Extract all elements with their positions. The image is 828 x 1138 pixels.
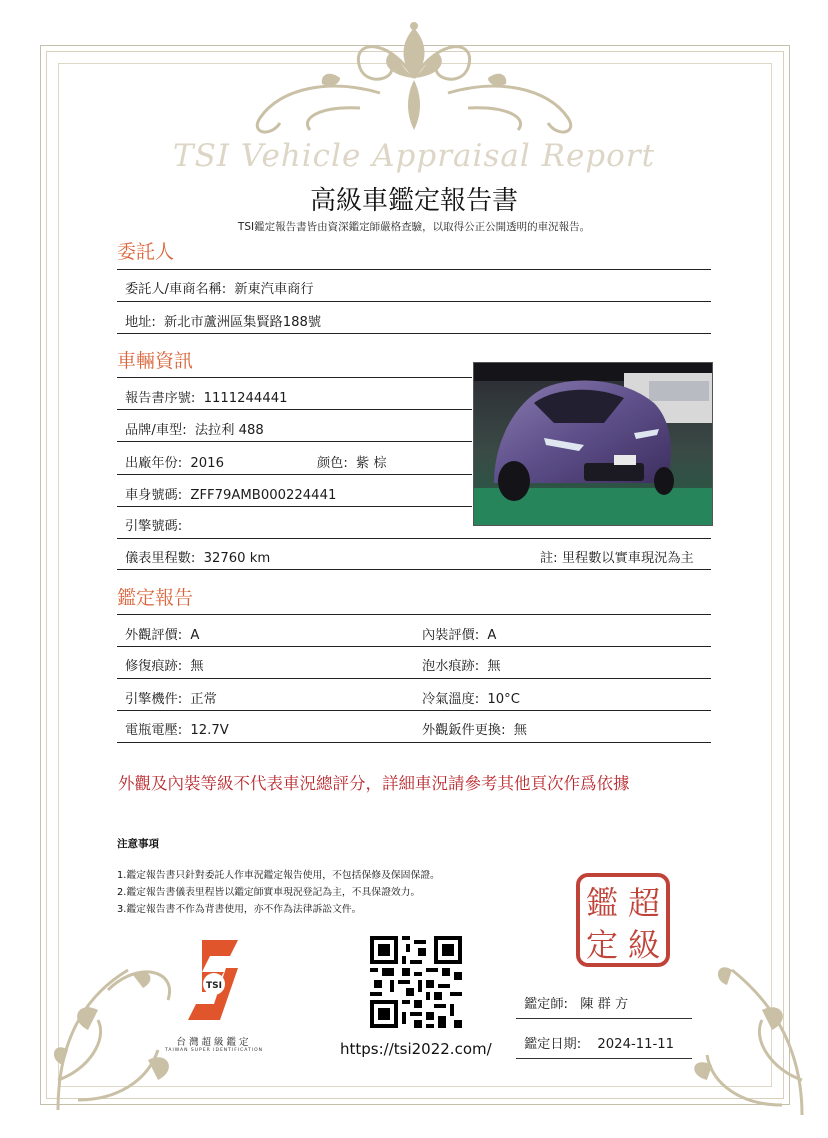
repair-trace-label: 修復痕跡: bbox=[125, 659, 183, 674]
color-value: 紫 棕 bbox=[356, 456, 387, 471]
appraisal-date-label: 鑑定日期: bbox=[524, 1037, 582, 1052]
section-heading-appraisal: 鑑定報告 bbox=[117, 587, 194, 609]
seal-char: 鑑 bbox=[585, 884, 619, 922]
year-value: 2016 bbox=[190, 456, 224, 471]
vin-value: ZFF79AMB000224441 bbox=[190, 488, 337, 503]
flood-trace-label: 泡水痕跡: bbox=[422, 659, 480, 674]
panel-replacement-value: 無 bbox=[513, 723, 527, 738]
client-name-label: 委託人/車商名稱: bbox=[125, 282, 227, 297]
client-address-row bbox=[125, 311, 321, 330]
appraiser-label: 鑑定師: bbox=[524, 997, 569, 1012]
divider bbox=[117, 301, 711, 302]
note-item: 2.鑑定報告書儀表里程皆以鑑定師實車現況登記為主，不具保證效力。 bbox=[117, 887, 421, 898]
appraisal-row-right bbox=[422, 655, 501, 674]
disclaimer-warning: 外觀及內裝等級不代表車況總評分，詳細車況請參考其他頁次作爲依據 bbox=[118, 774, 630, 793]
interior-rating-value: A bbox=[487, 628, 497, 643]
battery-voltage-value: 12.7V bbox=[190, 723, 229, 738]
appraiser-row bbox=[524, 993, 628, 1012]
notes-title: 注意事項 bbox=[117, 838, 159, 850]
logo-subtext: TAIWAN SUPER IDENTIFICATION bbox=[165, 1048, 263, 1053]
appraisal-row-left bbox=[125, 719, 229, 738]
car-image-icon bbox=[474, 363, 712, 525]
model-row bbox=[125, 419, 264, 438]
tsi-logo-icon bbox=[180, 934, 248, 1026]
color-row bbox=[317, 452, 387, 471]
seal-char: 定 bbox=[585, 926, 619, 964]
mileage-label: 儀表里程數: bbox=[125, 551, 196, 566]
appraisal-row-right bbox=[422, 688, 520, 707]
engine-number-row bbox=[125, 515, 186, 534]
page-title: 高級車鑑定報告書 bbox=[309, 186, 518, 216]
vehicle-photo bbox=[473, 362, 713, 526]
client-name-row bbox=[125, 278, 314, 297]
divider bbox=[117, 441, 472, 442]
divider bbox=[117, 333, 711, 334]
divider bbox=[117, 614, 711, 615]
website-link[interactable]: https://tsi2022.com/ bbox=[340, 1040, 492, 1058]
top-floral-ornament-icon bbox=[240, 18, 588, 148]
year-row bbox=[125, 452, 224, 471]
engine-condition-value: 正常 bbox=[190, 692, 217, 707]
exterior-rating-value: A bbox=[190, 628, 200, 643]
report-subtitle: TSI鑑定報告書皆由資深鑑定師嚴格查驗，以取得公正公開透明的車況報告。 bbox=[237, 221, 591, 233]
divider bbox=[117, 646, 711, 647]
report-number-label: 報告書序號: bbox=[125, 391, 196, 406]
appraisal-date-value: 2024-11-11 bbox=[597, 1037, 675, 1052]
mileage-note: 註: 里程數以實車現況為主 bbox=[540, 551, 694, 566]
divider bbox=[117, 409, 472, 410]
report-number-row bbox=[125, 387, 288, 406]
exterior-rating-label: 外觀評價: bbox=[125, 628, 183, 643]
engine-number-label: 引擎號碼: bbox=[125, 519, 183, 534]
divider bbox=[117, 474, 472, 475]
appraisal-seal-stamp bbox=[575, 872, 671, 968]
interior-rating-label: 內裝評價: bbox=[422, 628, 480, 643]
divider bbox=[117, 678, 711, 679]
repair-trace-value: 無 bbox=[190, 659, 204, 674]
vin-label: 車身號碼: bbox=[125, 488, 183, 503]
seal-char: 超 bbox=[627, 884, 661, 922]
section-heading-client: 委託人 bbox=[117, 241, 175, 263]
appraisal-row-right bbox=[422, 719, 527, 738]
divider bbox=[117, 742, 711, 743]
date-divider bbox=[516, 1058, 692, 1059]
mileage-value: 32760 km bbox=[203, 551, 271, 566]
appraiser-value: 陳 群 方 bbox=[580, 997, 629, 1012]
client-address-label: 地址: bbox=[125, 315, 156, 330]
divider bbox=[117, 506, 472, 507]
appraisal-row-left bbox=[125, 624, 199, 643]
divider bbox=[117, 569, 711, 570]
ac-temperature-label: 冷氣溫度: bbox=[422, 692, 480, 707]
script-report-title: TSI Vehicle Appraisal Report bbox=[172, 138, 656, 174]
note-item: 1.鑑定報告書只針對委託人作車況鑑定報告使用，不包括保修及保固保證。 bbox=[117, 870, 440, 881]
note-item: 3.鑑定報告書不作為背書使用，亦不作為法律訴訟文件。 bbox=[117, 904, 362, 915]
seal-char: 級 bbox=[627, 926, 661, 964]
client-name-value: 新東汽車商行 bbox=[234, 282, 314, 297]
ac-temperature-value: 10°C bbox=[487, 692, 520, 707]
flood-trace-value: 無 bbox=[487, 659, 501, 674]
appraisal-row-right bbox=[422, 624, 496, 643]
appraisal-row-left bbox=[125, 688, 217, 707]
vin-row bbox=[125, 484, 336, 503]
engine-condition-label: 引擎機件: bbox=[125, 692, 183, 707]
client-address-value: 新北市蘆洲區集賢路188號 bbox=[164, 315, 322, 330]
model-label: 品牌/車型: bbox=[125, 423, 187, 438]
color-label: 颜色: bbox=[317, 456, 348, 471]
year-label: 出廠年份: bbox=[125, 456, 183, 471]
bottom-right-floral-ornament-icon bbox=[672, 940, 822, 1120]
divider bbox=[117, 538, 711, 539]
appraisal-row-left bbox=[125, 655, 204, 674]
model-value: 法拉利 488 bbox=[194, 423, 264, 438]
divider bbox=[117, 269, 711, 270]
appraiser-divider bbox=[516, 1018, 692, 1019]
qr-code[interactable] bbox=[370, 936, 462, 1028]
mileage-row bbox=[125, 547, 270, 566]
appraisal-date-row bbox=[524, 1033, 674, 1052]
logo-mark-text: TSI bbox=[206, 981, 222, 991]
logo-text: 台灣超級鑑定 bbox=[176, 1037, 252, 1048]
panel-replacement-label: 外觀鈑件更換: bbox=[422, 723, 506, 738]
divider bbox=[117, 710, 711, 711]
battery-voltage-label: 電瓶電壓: bbox=[125, 723, 183, 738]
section-heading-vehicle: 車輛資訊 bbox=[117, 350, 194, 372]
report-number-value: 1111244441 bbox=[203, 391, 288, 406]
divider bbox=[117, 377, 472, 378]
